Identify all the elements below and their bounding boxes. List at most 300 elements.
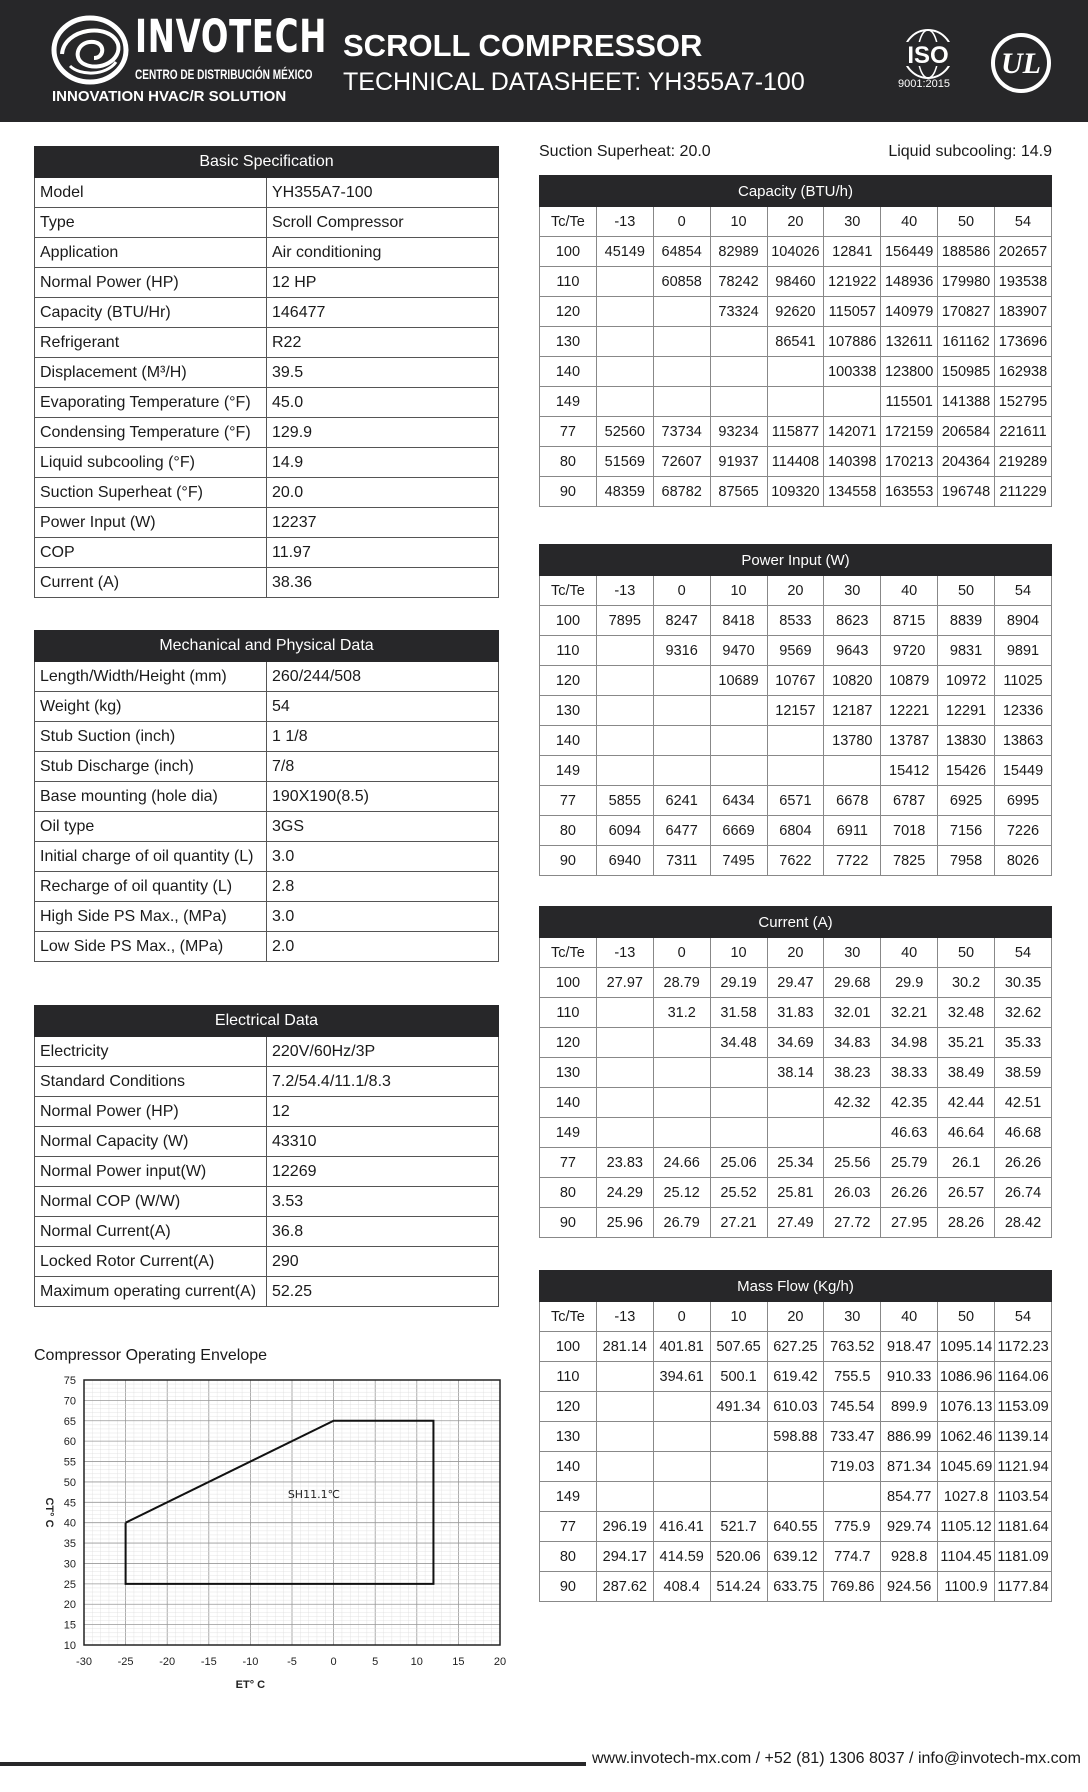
spec-value: 36.8 xyxy=(267,1217,499,1247)
table-cell: 162938 xyxy=(995,357,1052,387)
table-row xyxy=(35,1217,499,1247)
table-cell: 7895 xyxy=(596,606,653,636)
column-header: 0 xyxy=(653,938,710,968)
table-cell: 148936 xyxy=(881,267,938,297)
table-row xyxy=(35,932,499,962)
brand-tagline: INNOVATION HVAC/R SOLUTION xyxy=(52,88,287,105)
column-header: 40 xyxy=(881,1302,938,1332)
table-cell: 6804 xyxy=(767,816,824,846)
spec-value: 3.0 xyxy=(267,842,499,872)
table-cell xyxy=(596,327,653,357)
column-header: 54 xyxy=(995,1302,1052,1332)
corner-label: Tc/Te xyxy=(540,1302,597,1332)
table-cell: 25.52 xyxy=(710,1178,767,1208)
table-row xyxy=(540,1178,1052,1208)
table-cell: 9643 xyxy=(824,636,881,666)
table-cell: 12336 xyxy=(995,696,1052,726)
x-tick-label: 0 xyxy=(330,1656,337,1668)
table-cell: 719.03 xyxy=(824,1452,881,1482)
column-header: 10 xyxy=(710,1302,767,1332)
spec-label: Locked Rotor Current(A) xyxy=(35,1247,267,1277)
table-cell: 8533 xyxy=(767,606,824,636)
table-cell xyxy=(824,1482,881,1512)
spec-label: Standard Conditions xyxy=(35,1067,267,1097)
table-cell xyxy=(710,387,767,417)
table-cell: 73734 xyxy=(653,417,710,447)
table-cell xyxy=(767,1482,824,1512)
table-row xyxy=(540,816,1052,846)
table-cell xyxy=(596,696,653,726)
table-cell xyxy=(767,1452,824,1482)
table-cell: 26.79 xyxy=(653,1208,710,1238)
spec-label: COP xyxy=(35,538,267,568)
table-cell: 32.48 xyxy=(938,998,995,1028)
table-row xyxy=(540,1512,1052,1542)
y-tick-label: 55 xyxy=(63,1456,76,1469)
table-cell: 13863 xyxy=(995,726,1052,756)
table-row xyxy=(35,722,499,752)
table-cell: 26.26 xyxy=(995,1148,1052,1178)
table-cell xyxy=(710,696,767,726)
row-header: 110 xyxy=(540,636,597,666)
row-header: 90 xyxy=(540,1208,597,1238)
spec-label: Weight (kg) xyxy=(35,692,267,722)
table-cell: 161162 xyxy=(938,327,995,357)
table-cell xyxy=(653,1028,710,1058)
table-cell xyxy=(824,1118,881,1148)
x-tick-label: -15 xyxy=(200,1656,217,1668)
spec-value: 38.36 xyxy=(267,568,499,598)
column-header: 40 xyxy=(881,576,938,606)
table-cell: 6434 xyxy=(710,786,767,816)
table-row xyxy=(35,268,499,298)
table-cell xyxy=(653,297,710,327)
table-cell xyxy=(653,1058,710,1088)
column-header: 0 xyxy=(653,207,710,237)
table-cell: 507.65 xyxy=(710,1332,767,1362)
x-tick-label: -5 xyxy=(287,1656,297,1668)
column-header: 30 xyxy=(824,1302,881,1332)
table-cell: 31.83 xyxy=(767,998,824,1028)
table-cell: 132611 xyxy=(881,327,938,357)
column-header: 10 xyxy=(710,938,767,968)
table-cell: 6911 xyxy=(824,816,881,846)
spec-label: Normal Capacity (W) xyxy=(35,1127,267,1157)
table-cell: 1153.09 xyxy=(995,1392,1052,1422)
table-row xyxy=(540,477,1052,507)
row-header: 120 xyxy=(540,1392,597,1422)
table-cell: 281.14 xyxy=(596,1332,653,1362)
footer xyxy=(0,1748,1088,1778)
column-header: 54 xyxy=(995,576,1052,606)
table-cell: 8839 xyxy=(938,606,995,636)
table-cell: 598.88 xyxy=(767,1422,824,1452)
x-tick-label: 20 xyxy=(493,1656,507,1668)
table-cell: 26.57 xyxy=(938,1178,995,1208)
table-cell xyxy=(596,1452,653,1482)
table-cell: 202657 xyxy=(995,237,1052,267)
table-row xyxy=(540,1148,1052,1178)
operating-envelope-chart xyxy=(34,1370,514,1690)
column-header: 10 xyxy=(710,207,767,237)
table-cell: 64854 xyxy=(653,237,710,267)
table-cell: 24.29 xyxy=(596,1178,653,1208)
table-title: Current (A) xyxy=(540,907,1052,938)
table-cell xyxy=(596,1088,653,1118)
table-cell: 28.79 xyxy=(653,968,710,998)
table-cell: 15426 xyxy=(938,756,995,786)
table-cell: 25.79 xyxy=(881,1148,938,1178)
table-cell xyxy=(767,1088,824,1118)
row-header: 149 xyxy=(540,1118,597,1148)
table-cell xyxy=(653,1088,710,1118)
table-cell: 92620 xyxy=(767,297,824,327)
table-row xyxy=(35,902,499,932)
table-cell: 416.41 xyxy=(653,1512,710,1542)
spec-value: 20.0 xyxy=(267,478,499,508)
table-cell: 13787 xyxy=(881,726,938,756)
row-header: 120 xyxy=(540,1028,597,1058)
column-header: 50 xyxy=(938,938,995,968)
table-cell: 12221 xyxy=(881,696,938,726)
table-cell: 10972 xyxy=(938,666,995,696)
table-cell: 8418 xyxy=(710,606,767,636)
suction-superheat-label: Suction Superheat: 20.0 xyxy=(539,143,711,160)
table-row xyxy=(35,238,499,268)
table-title: Mass Flow (Kg/h) xyxy=(540,1271,1052,1302)
table-row xyxy=(540,968,1052,998)
table-cell: 42.44 xyxy=(938,1088,995,1118)
row-header: 140 xyxy=(540,1088,597,1118)
table-cell: 26.03 xyxy=(824,1178,881,1208)
y-tick-label: 70 xyxy=(63,1395,76,1408)
x-tick-label: -20 xyxy=(159,1656,176,1668)
table-cell: 755.5 xyxy=(824,1362,881,1392)
table-row xyxy=(540,387,1052,417)
header-row xyxy=(540,1302,1052,1332)
spec-value: 3.0 xyxy=(267,902,499,932)
table-cell xyxy=(710,1058,767,1088)
table-cell xyxy=(710,327,767,357)
table-cell: 15412 xyxy=(881,756,938,786)
spec-value: 43310 xyxy=(267,1127,499,1157)
table-cell: 31.2 xyxy=(653,998,710,1028)
row-header: 120 xyxy=(540,666,597,696)
table-cell: 51569 xyxy=(596,447,653,477)
table-cell: 46.64 xyxy=(938,1118,995,1148)
table-cell: 27.95 xyxy=(881,1208,938,1238)
spec-value: 52.25 xyxy=(267,1277,499,1307)
table-title: Basic Specification xyxy=(35,147,499,178)
table-row xyxy=(35,1097,499,1127)
table-cell: 6477 xyxy=(653,816,710,846)
table-cell: 774.7 xyxy=(824,1542,881,1572)
table-cell: 134558 xyxy=(824,477,881,507)
table-cell: 6925 xyxy=(938,786,995,816)
spec-label: Suction Superheat (°F) xyxy=(35,478,267,508)
table-cell: 10767 xyxy=(767,666,824,696)
table-cell: 7311 xyxy=(653,846,710,876)
table-cell xyxy=(710,357,767,387)
table-cell: 12841 xyxy=(824,237,881,267)
table-cell: 38.23 xyxy=(824,1058,881,1088)
column-header: 10 xyxy=(710,576,767,606)
table-cell: 11025 xyxy=(995,666,1052,696)
table-cell: 140398 xyxy=(824,447,881,477)
spec-label: Current (A) xyxy=(35,568,267,598)
table-title: Capacity (BTU/h) xyxy=(540,176,1052,207)
table-cell: 121922 xyxy=(824,267,881,297)
spec-label: Stub Suction (inch) xyxy=(35,722,267,752)
table-cell: 1086.96 xyxy=(938,1362,995,1392)
row-header: 80 xyxy=(540,1542,597,1572)
table-cell: 211229 xyxy=(995,477,1052,507)
table-cell xyxy=(596,1058,653,1088)
table-row xyxy=(540,1058,1052,1088)
table-cell xyxy=(767,726,824,756)
table-cell: 8715 xyxy=(881,606,938,636)
table-cell xyxy=(767,387,824,417)
capacity-table xyxy=(539,175,1052,507)
table-cell: 1181.09 xyxy=(995,1542,1052,1572)
column-header: 30 xyxy=(824,938,881,968)
row-header: 149 xyxy=(540,756,597,786)
table-row xyxy=(35,478,499,508)
table-row xyxy=(540,756,1052,786)
table-row xyxy=(35,1037,499,1067)
column-header: 20 xyxy=(767,1302,824,1332)
corner-label: Tc/Te xyxy=(540,938,597,968)
spec-value: 7.2/54.4/11.1/8.3 xyxy=(267,1067,499,1097)
table-cell xyxy=(596,666,653,696)
table-cell: 1076.13 xyxy=(938,1392,995,1422)
table-cell: 619.42 xyxy=(767,1362,824,1392)
table-cell xyxy=(710,756,767,786)
table-cell: 34.98 xyxy=(881,1028,938,1058)
table-cell: 7018 xyxy=(881,816,938,846)
spec-value: 190X190(8.5) xyxy=(267,782,499,812)
y-axis-label: CT° C xyxy=(43,1497,55,1528)
table-cell: 204364 xyxy=(938,447,995,477)
spec-value: 54 xyxy=(267,692,499,722)
spec-value: 260/244/508 xyxy=(267,662,499,692)
row-header: 140 xyxy=(540,726,597,756)
corner-label: Tc/Te xyxy=(540,207,597,237)
table-cell xyxy=(710,1422,767,1452)
table-cell: 9316 xyxy=(653,636,710,666)
table-cell xyxy=(710,726,767,756)
table-cell: 521.7 xyxy=(710,1512,767,1542)
table-cell xyxy=(596,1482,653,1512)
spec-label: Type xyxy=(35,208,267,238)
table-cell: 640.55 xyxy=(767,1512,824,1542)
table-cell xyxy=(596,297,653,327)
table-cell: 156449 xyxy=(881,237,938,267)
spec-value: Air conditioning xyxy=(267,238,499,268)
spec-value: 12 xyxy=(267,1097,499,1127)
table-cell: 42.51 xyxy=(995,1088,1052,1118)
spec-label: High Side PS Max., (MPa) xyxy=(35,902,267,932)
spec-label: Condensing Temperature (°F) xyxy=(35,418,267,448)
mass-flow-table xyxy=(539,1270,1052,1602)
spec-value: 129.9 xyxy=(267,418,499,448)
table-cell: 140979 xyxy=(881,297,938,327)
column-header: 20 xyxy=(767,576,824,606)
table-row xyxy=(540,327,1052,357)
iso-label: ISO xyxy=(907,42,949,69)
row-header: 110 xyxy=(540,267,597,297)
table-cell: 42.35 xyxy=(881,1088,938,1118)
spec-label: Displacement (M³/H) xyxy=(35,358,267,388)
table-cell: 26.26 xyxy=(881,1178,938,1208)
table-row xyxy=(540,726,1052,756)
table-row xyxy=(540,1028,1052,1058)
table-cell: 27.21 xyxy=(710,1208,767,1238)
table-row xyxy=(540,666,1052,696)
spec-value: 14.9 xyxy=(267,448,499,478)
table-row xyxy=(35,1247,499,1277)
row-header: 130 xyxy=(540,327,597,357)
table-cell xyxy=(596,726,653,756)
table-row xyxy=(540,1332,1052,1362)
table-row xyxy=(35,692,499,722)
document-title: SCROLL COMPRESSOR xyxy=(343,28,703,63)
table-cell xyxy=(596,756,653,786)
table-cell: 31.58 xyxy=(710,998,767,1028)
table-cell: 8026 xyxy=(995,846,1052,876)
column-header: 40 xyxy=(881,938,938,968)
table-cell: 6995 xyxy=(995,786,1052,816)
row-header: 149 xyxy=(540,1482,597,1512)
x-tick-label: -25 xyxy=(117,1656,134,1668)
y-tick-label: 15 xyxy=(63,1619,76,1632)
table-row xyxy=(35,842,499,872)
table-cell: 899.9 xyxy=(881,1392,938,1422)
table-cell xyxy=(653,327,710,357)
row-header: 100 xyxy=(540,606,597,636)
table-cell: 73324 xyxy=(710,297,767,327)
table-cell: 115501 xyxy=(881,387,938,417)
table-cell: 26.1 xyxy=(938,1148,995,1178)
table-cell: 12157 xyxy=(767,696,824,726)
table-cell: 924.56 xyxy=(881,1572,938,1602)
table-cell: 15449 xyxy=(995,756,1052,786)
table-row xyxy=(540,846,1052,876)
table-row xyxy=(540,1118,1052,1148)
table-cell: 25.81 xyxy=(767,1178,824,1208)
x-axis-label: ET° C xyxy=(235,1679,266,1690)
table-cell: 86541 xyxy=(767,327,824,357)
mechanical-data-table xyxy=(34,630,499,962)
spec-label: Oil type xyxy=(35,812,267,842)
row-header: 140 xyxy=(540,357,597,387)
table-cell: 82989 xyxy=(710,237,767,267)
table-cell: 29.47 xyxy=(767,968,824,998)
y-tick-label: 30 xyxy=(63,1558,76,1571)
liquid-subcooling-label: Liquid subcooling: 14.9 xyxy=(888,143,1052,160)
table-cell xyxy=(596,387,653,417)
column-header: 50 xyxy=(938,576,995,606)
table-title: Mechanical and Physical Data xyxy=(35,631,499,662)
table-cell: 394.61 xyxy=(653,1362,710,1392)
header-bar xyxy=(0,0,1088,122)
table-row xyxy=(35,298,499,328)
table-cell: 26.74 xyxy=(995,1178,1052,1208)
table-cell: 769.86 xyxy=(824,1572,881,1602)
spec-value: 1 1/8 xyxy=(267,722,499,752)
spec-value: 290 xyxy=(267,1247,499,1277)
spec-label: Normal COP (W/W) xyxy=(35,1187,267,1217)
table-cell: 401.81 xyxy=(653,1332,710,1362)
table-cell: 25.06 xyxy=(710,1148,767,1178)
table-row xyxy=(540,357,1052,387)
table-cell: 414.59 xyxy=(653,1542,710,1572)
column-header: 50 xyxy=(938,207,995,237)
table-cell: 520.06 xyxy=(710,1542,767,1572)
spec-label: Length/Width/Height (mm) xyxy=(35,662,267,692)
table-cell: 1105.12 xyxy=(938,1512,995,1542)
table-row xyxy=(35,418,499,448)
table-cell: 170827 xyxy=(938,297,995,327)
table-cell xyxy=(824,756,881,786)
spec-value: 3GS xyxy=(267,812,499,842)
spec-label: Normal Power input(W) xyxy=(35,1157,267,1187)
iso-standard: 9001:2015 xyxy=(898,78,950,90)
row-header: 80 xyxy=(540,447,597,477)
spec-value: 45.0 xyxy=(267,388,499,418)
table-cell: 12291 xyxy=(938,696,995,726)
table-cell: 5855 xyxy=(596,786,653,816)
table-cell xyxy=(596,1392,653,1422)
spec-label: Evaporating Temperature (°F) xyxy=(35,388,267,418)
footer-rule xyxy=(0,1762,586,1766)
table-cell: 72607 xyxy=(653,447,710,477)
table-cell: 10820 xyxy=(824,666,881,696)
table-cell xyxy=(710,1118,767,1148)
chart-title: Compressor Operating Envelope xyxy=(34,1347,268,1364)
envelope-annotation: SH11.1℃ xyxy=(287,1488,340,1502)
table-cell xyxy=(710,1088,767,1118)
table-cell: 1181.64 xyxy=(995,1512,1052,1542)
spec-value: YH355A7-100 xyxy=(267,178,499,208)
table-cell: 29.68 xyxy=(824,968,881,998)
table-cell: 24.66 xyxy=(653,1148,710,1178)
table-row xyxy=(540,1088,1052,1118)
table-cell: 910.33 xyxy=(881,1362,938,1392)
current-table xyxy=(539,906,1052,1238)
table-cell xyxy=(653,1392,710,1422)
table-cell: 854.77 xyxy=(881,1482,938,1512)
y-tick-label: 35 xyxy=(63,1538,76,1551)
table-row xyxy=(540,1452,1052,1482)
table-cell: 109320 xyxy=(767,477,824,507)
column-header: -13 xyxy=(596,938,653,968)
table-cell: 60858 xyxy=(653,267,710,297)
table-cell: 27.72 xyxy=(824,1208,881,1238)
table-cell: 1121.94 xyxy=(995,1452,1052,1482)
table-cell: 6094 xyxy=(596,816,653,846)
row-header: 110 xyxy=(540,998,597,1028)
column-header: 54 xyxy=(995,207,1052,237)
table-row xyxy=(35,208,499,238)
spec-value: 12237 xyxy=(267,508,499,538)
power-input-table xyxy=(539,544,1052,876)
row-header: 100 xyxy=(540,237,597,267)
spec-label: Base mounting (hole dia) xyxy=(35,782,267,812)
row-header: 120 xyxy=(540,297,597,327)
column-header: 40 xyxy=(881,207,938,237)
table-row xyxy=(35,1127,499,1157)
